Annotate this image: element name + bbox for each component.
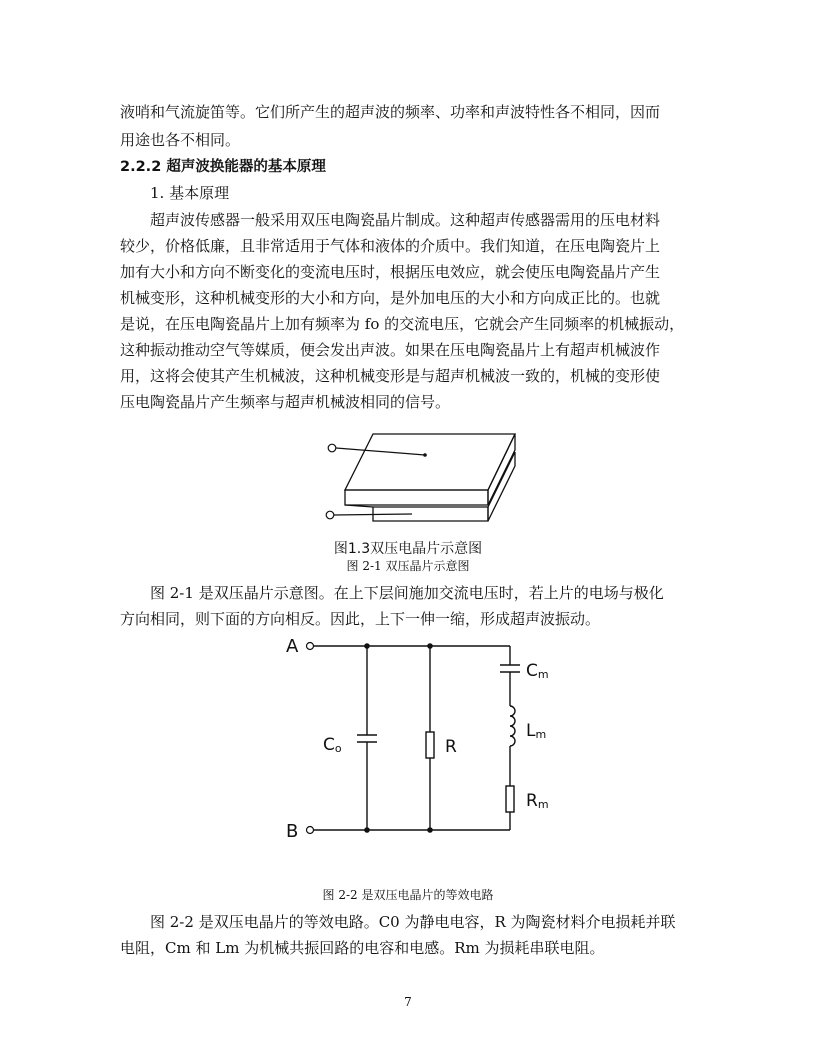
top-terminal xyxy=(328,444,336,452)
equivalent-circuit xyxy=(270,628,570,848)
bimorph-diagram xyxy=(318,425,528,530)
principle-line-6: 这种振动推动空气等媒质，便会发出声波。如果在压电陶瓷晶片上有超声机械波作 xyxy=(120,341,661,359)
subsection-heading: 1. 基本原理 xyxy=(150,184,230,202)
principle-line-2: 较少，价格低廉，且非常适用于气体和液体的介质中。我们知道，在压电陶瓷片上 xyxy=(120,237,661,255)
junction-dot xyxy=(427,827,433,833)
label-cm: Cm xyxy=(526,661,549,681)
label-r: R xyxy=(445,737,457,757)
fig2-text-line-1: 图 2-2 是双压电晶片的等效电路。C0 为静电电容，R 为陶瓷材料介电损耗并联 xyxy=(150,913,676,931)
inductor-lm xyxy=(510,706,515,746)
figure1-embedded-caption: 图1.3双压电晶片示意图 xyxy=(333,541,483,557)
terminal-a xyxy=(307,643,314,650)
intro-line-1: 液哨和气流旋笛等。它们所产生的超声波的频率、功率和声波特性各不相同，因而 xyxy=(120,103,661,121)
top-lead xyxy=(336,448,425,455)
principle-line-3: 加有大小和方向不断变化的变流电压时，根据压电效应，就会使压电陶瓷晶片产生 xyxy=(120,263,661,281)
upper-plate-front xyxy=(345,490,488,505)
fig2-text-line-2: 电阻，Cm 和 Lm 为机械共振回路的电容和电感。Rm 为损耗串联电阻。 xyxy=(120,939,605,957)
top-contact-dot xyxy=(423,453,427,457)
fig1-text-line-1: 图 2-1 是双压晶片示意图。在上下层间施加交流电压时，若上片的电场与极化 xyxy=(150,584,664,602)
principle-line-1: 超声波传感器一般采用双压电陶瓷晶片制成。这种超声传感器需用的压电材料 xyxy=(150,211,661,229)
label-c0: Co xyxy=(323,735,342,755)
label-b: B xyxy=(286,821,299,842)
principle-line-4: 机械变形，这种机械变形的大小和方向，是外加电压的大小和方向成正比的。也就 xyxy=(120,289,661,307)
resistor-r xyxy=(426,732,434,758)
principle-line-5: 是说，在压电陶瓷晶片上加有频率为 fo 的交流电压，它就会产生同频率的机械振动， xyxy=(120,315,685,333)
bottom-lead xyxy=(334,514,412,515)
intro-line-2: 用途也各不相同。 xyxy=(120,131,241,149)
bottom-terminal xyxy=(326,511,334,519)
junction-dot xyxy=(364,643,370,649)
resistor-rm xyxy=(506,786,514,812)
terminal-b xyxy=(307,827,314,834)
label-rm: Rm xyxy=(526,791,549,811)
page-number: 7 xyxy=(404,995,412,1009)
junction-dot xyxy=(427,643,433,649)
figure1-caption: 图 2-1 双压晶片示意图 xyxy=(346,559,470,573)
principle-line-8: 压电陶瓷晶片产生频率与超声机械波相同的信号。 xyxy=(120,393,451,411)
fig1-text-line-2: 方向相同，则下面的方向相反。因此，上下一伸一缩，形成超声波振动。 xyxy=(120,610,601,628)
principle-line-7: 用，这将会使其产生机械波，这种机械变形是与超声机械波一致的，机械的变形使 xyxy=(120,367,661,385)
section-heading: 2.2.2 超声波换能器的基本原理 xyxy=(120,159,326,175)
label-lm: Lm xyxy=(526,721,547,741)
label-a: A xyxy=(286,636,299,657)
figure2-caption: 图 2-2 是双压电晶片的等效电路 xyxy=(322,888,494,902)
upper-plate-top xyxy=(345,434,515,490)
junction-dot xyxy=(364,827,370,833)
